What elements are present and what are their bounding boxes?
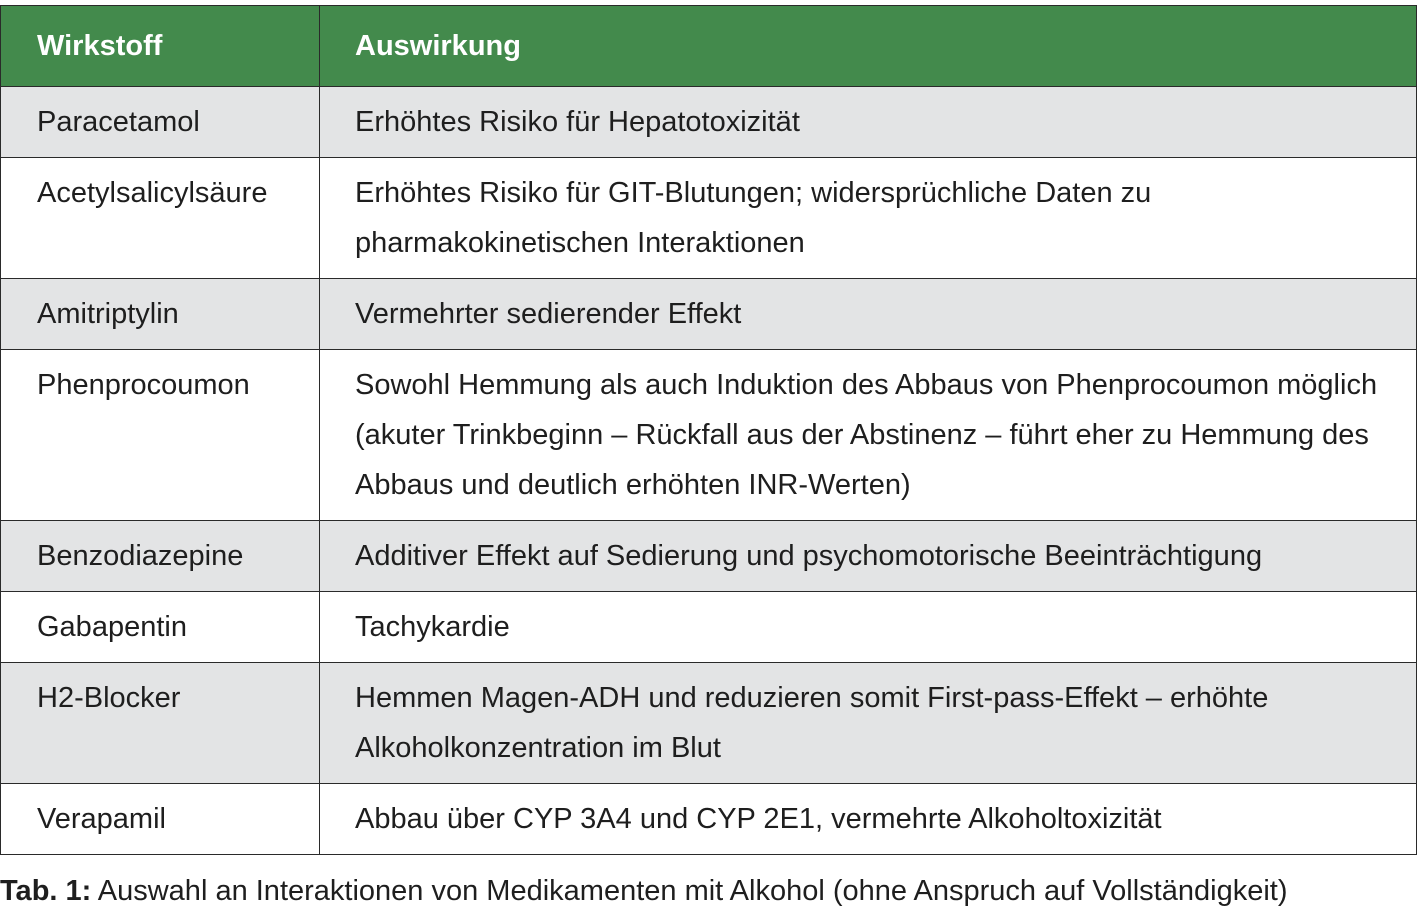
caption-label: Tab. 1: <box>0 875 92 907</box>
table-header-row <box>1 6 1417 87</box>
cell-auswirkung: Hemmen Magen-ADH und reduzieren somit First-pass-Effekt – erhöhte Alkoholkonzentration im Blut <box>320 663 1417 784</box>
table-row <box>1 784 1417 855</box>
cell-wirkstoff: Amitriptylin <box>1 279 320 350</box>
table-row <box>1 350 1417 521</box>
interaction-table-container <box>0 5 1416 855</box>
cell-auswirkung: Erhöhtes Risiko für Hepatotoxizität <box>320 87 1417 158</box>
cell-auswirkung: Additiver Effekt auf Sedierung und psychomotorische Beeinträchtigung <box>320 521 1417 592</box>
table-row <box>1 592 1417 663</box>
cell-wirkstoff: Benzodiazepine <box>1 521 320 592</box>
header-auswirkung: Auswirkung <box>320 6 1417 87</box>
table-row <box>1 663 1417 784</box>
caption-text: Auswahl an Interaktionen von Medikamenten mit Alkohol (ohne Anspruch auf Vollständigkeit) <box>91 875 1288 907</box>
table-row <box>1 158 1417 279</box>
header-wirkstoff: Wirkstoff <box>1 6 320 87</box>
table-caption <box>0 866 1287 916</box>
cell-auswirkung: Tachykardie <box>320 592 1417 663</box>
table-row <box>1 87 1417 158</box>
interaction-table <box>0 5 1417 855</box>
table-row <box>1 279 1417 350</box>
cell-auswirkung: Sowohl Hemmung als auch Induktion des Abbaus von Phenprocoumon möglich (akuter Trinkbeginn – Rückfall aus der Abstinenz – führt eher zu Hemmung des Abbaus und deutlich erhöhten INR-Werten) <box>320 350 1417 521</box>
cell-wirkstoff: H2-Blocker <box>1 663 320 784</box>
cell-auswirkung: Vermehrter sedierender Effekt <box>320 279 1417 350</box>
cell-wirkstoff: Acetylsalicylsäure <box>1 158 320 279</box>
cell-wirkstoff: Verapamil <box>1 784 320 855</box>
cell-wirkstoff: Paracetamol <box>1 87 320 158</box>
cell-auswirkung: Erhöhtes Risiko für GIT-Blutungen; widersprüchliche Daten zu pharmakokinetischen Interaktionen <box>320 158 1417 279</box>
cell-wirkstoff: Phenprocoumon <box>1 350 320 521</box>
cell-wirkstoff: Gabapentin <box>1 592 320 663</box>
cell-auswirkung: Abbau über CYP 3A4 und CYP 2E1, vermehrte Alkoholtoxizität <box>320 784 1417 855</box>
table-row <box>1 521 1417 592</box>
